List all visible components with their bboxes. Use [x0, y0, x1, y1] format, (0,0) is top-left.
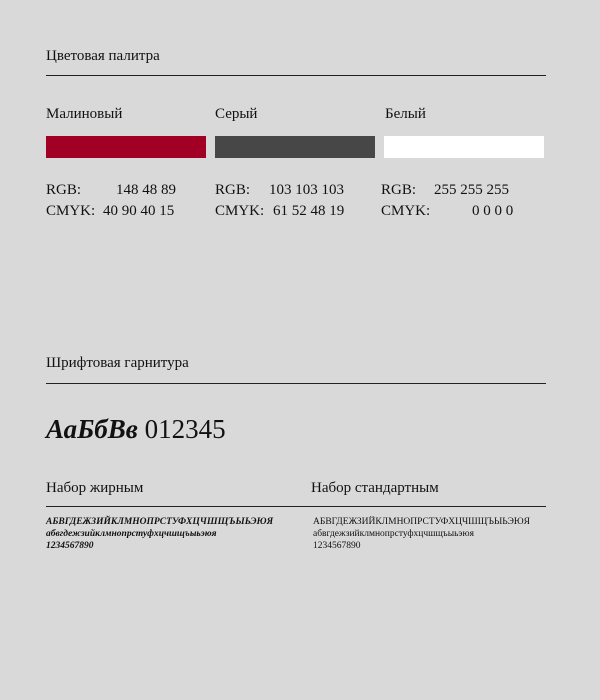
bold-set-title: Набор жирным	[46, 480, 144, 496]
swatch-crimson	[46, 136, 206, 158]
bold-lowercase: абвгдежзийклмнопрстуфхцчшщъыьэюя	[46, 529, 217, 539]
typeface-divider	[46, 383, 546, 384]
specimen-letters: АаБбВв	[46, 414, 138, 444]
regular-set-title: Набор стандартным	[311, 480, 439, 496]
color-name-white: Белый	[385, 106, 426, 122]
font-specimen	[46, 414, 226, 445]
color-name-crimson: Малиновый	[46, 106, 123, 122]
palette-divider	[46, 75, 546, 76]
bold-alphabet	[46, 516, 273, 552]
bold-digits: 1234567890	[46, 541, 94, 551]
specimen-digits: 012345	[144, 414, 226, 444]
rgb-value-crimson: 148 48 89	[116, 182, 176, 198]
regular-alphabet	[313, 516, 530, 552]
cmyk-value-white: 0 0 0 0	[472, 203, 514, 219]
cmyk-value-crimson: 40 90 40 15	[103, 203, 175, 219]
color-name-gray: Серый	[215, 106, 258, 122]
cmyk-label-crimson: CMYK:	[46, 203, 96, 219]
regular-digits: 1234567890	[313, 541, 361, 551]
cmyk-label-white: CMYK:	[381, 203, 431, 219]
swatch-gray	[215, 136, 375, 158]
rgb-label-white: RGB:	[381, 182, 417, 198]
rgb-value-white: 255 255 255	[434, 182, 509, 198]
palette-title: Цветовая палитра	[46, 48, 160, 64]
rgb-label-gray: RGB:	[215, 182, 251, 198]
cmyk-value-gray: 61 52 48 19	[273, 203, 345, 219]
cmyk-label-gray: CMYK:	[215, 203, 265, 219]
bold-uppercase: АБВГДЕЖЗИЙКЛМНОПРСТУФХЦЧШЩЪЫЬЭЮЯ	[46, 517, 274, 527]
rgb-label-crimson: RGB:	[46, 182, 82, 198]
regular-lowercase: абвгдежзийклмнопрстуфхцчшщъыьэюя	[313, 529, 474, 539]
typeface-title: Шрифтовая гарнитура	[46, 355, 189, 371]
regular-uppercase: АБВГДЕЖЗИЙКЛМНОПРСТУФХЦЧШЩЪЫЬЭЮЯ	[313, 517, 530, 527]
swatch-white	[384, 136, 544, 158]
rgb-value-gray: 103 103 103	[269, 182, 344, 198]
set-divider	[46, 506, 546, 507]
